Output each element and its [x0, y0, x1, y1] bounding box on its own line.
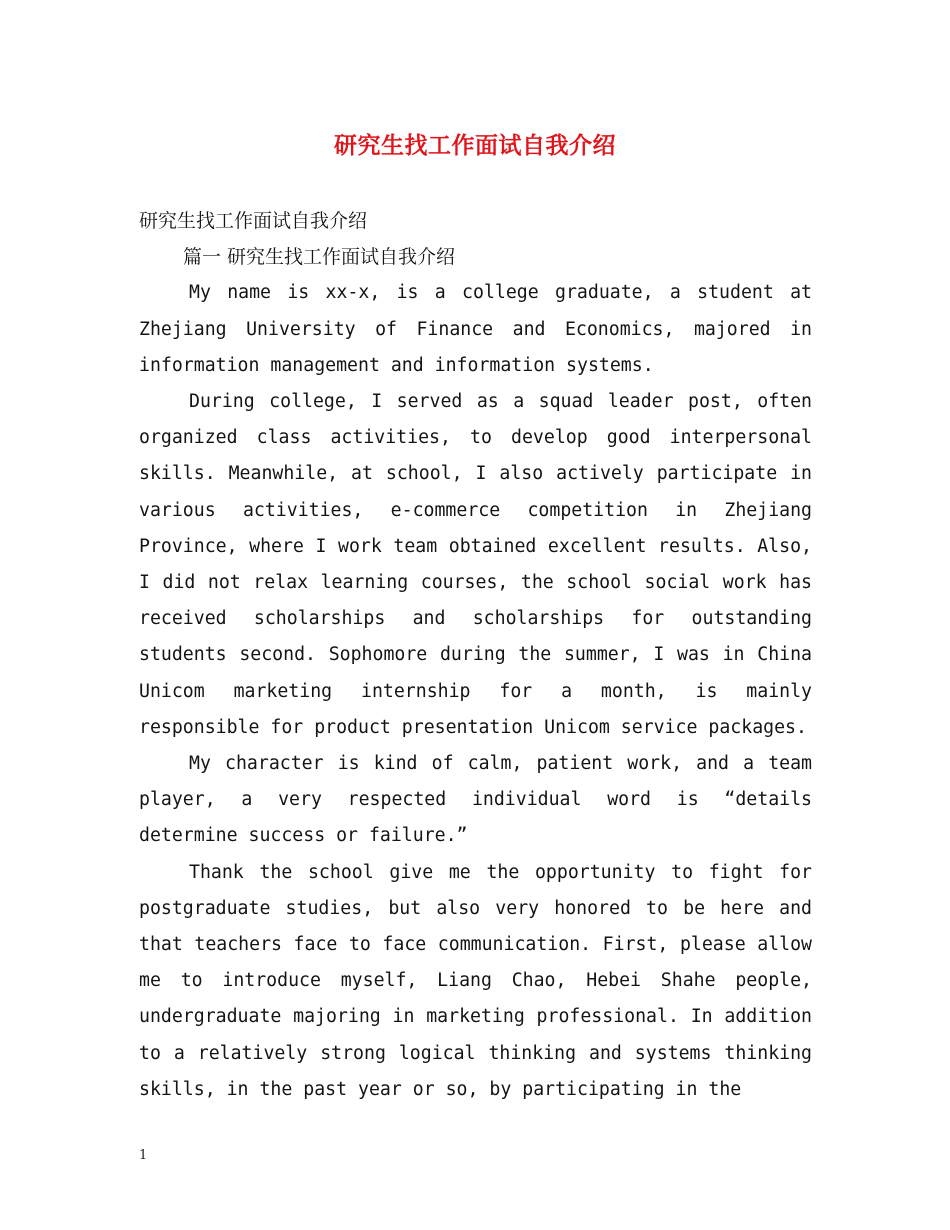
document-body	[139, 203, 812, 1108]
paragraph-3: My character is kind of calm, patient work, and a team player, a very respected individual word is “details determine success or failure.”	[139, 753, 812, 847]
page-number: 1	[139, 1148, 148, 1163]
paragraph-4: Thank the school give me the opportunity to fight for postgraduate studies, but also very honored to be here and that teachers face to face communication. First, please allow me to introduce myself, Liang Chao, Hebei Shahe people, undergraduate majoring in marketing professional. In addition to a relatively strong logical thinking and systems thinking skills, in the past year or so, by participating in the	[139, 861, 812, 1100]
paragraph-2: During college, I served as a squad leader post, often organized class activities, to develop good interpersonal skills. Meanwhile, at school, I also actively participate in various activities, e-commerce competition in Zhejiang Province, where I work team obtained excellent results. Also, I did not relax learning courses, the school social work has received scholarships and scholarships for outstanding students second. Sophomore during the summer, I was in China Unicom marketing internship for a month, is mainly responsible for product presentation Unicom service packages.	[139, 391, 812, 738]
section-subheading: 篇一 研究生找工作面试自我介绍	[183, 246, 456, 269]
section-heading: 研究生找工作面试自我介绍	[139, 210, 368, 232]
paragraph-1: My name is xx-x, is a college graduate, a student at Zhejiang University of Finance and Economics, majored in information management and information systems.	[139, 282, 812, 376]
document-title: 研究生找工作面试自我介绍	[334, 132, 616, 159]
